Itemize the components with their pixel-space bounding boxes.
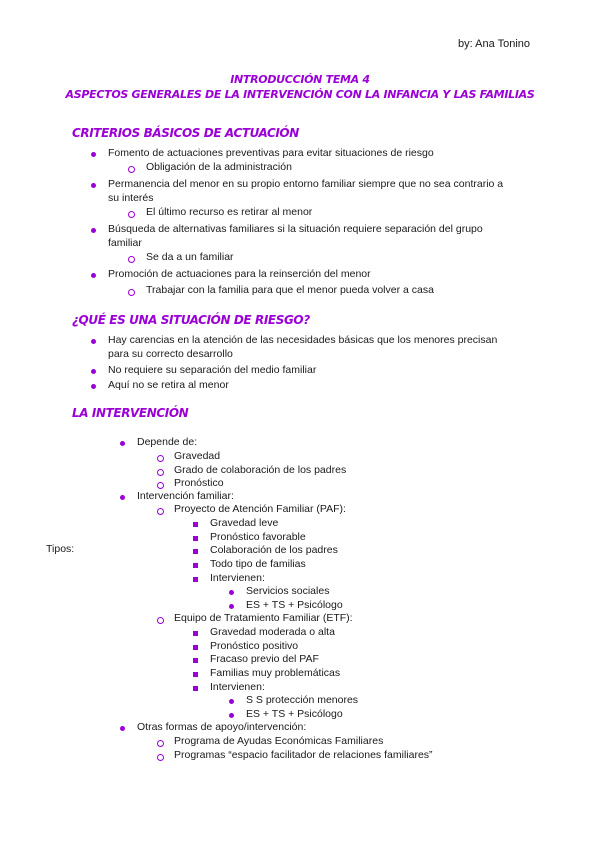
bullet-icon [91, 384, 96, 389]
list-item: Depende de: [137, 436, 198, 448]
sub-sub-list-item: Pronóstico favorable [210, 531, 306, 543]
square-bullet-icon [193, 631, 198, 636]
hollow-bullet-icon [157, 455, 164, 462]
list-item: No requiere su separación del medio familiar [108, 364, 317, 376]
bullet-icon [91, 228, 96, 233]
section-heading-intervencion: LA INTERVENCIÓN [72, 406, 189, 420]
sub-list-item: Se da a un familiar [146, 251, 234, 263]
sub-sub-list-item: Intervienen: [210, 572, 265, 584]
bullet-icon [91, 152, 96, 157]
deep-list-item: ES + TS + Psicólogo [246, 708, 343, 720]
deep-list-item: S S protección menores [246, 694, 359, 706]
square-bullet-icon [193, 672, 198, 677]
list-item: Promoción de actuaciones para la reinserción del menor [108, 268, 371, 280]
bullet-icon [120, 441, 125, 446]
list-item: Otras formas de apoyo/intervención: [137, 721, 307, 733]
hollow-bullet-icon [157, 754, 164, 761]
deep-list-item: Servicios sociales [246, 585, 330, 597]
sub-list-item: Programa de Ayudas Económicas Familiares [174, 735, 384, 747]
square-bullet-icon [193, 686, 198, 691]
list-item: Aquí no se retira al menor [108, 379, 229, 391]
list-item: Búsqueda de alternativas familiares si la situación requiere separación del grupo [108, 223, 483, 235]
list-item: Fomento de actuaciones preventivas para evitar situaciones de riesgo [108, 147, 434, 159]
list-item: Permanencia del menor en su propio entorno familiar siempre que no sea contrario a [108, 178, 504, 190]
square-bullet-icon [193, 522, 198, 527]
square-bullet-icon [193, 577, 198, 582]
section-heading-riesgo: ¿QUÉ ES UNA SITUACIÓN DE RIESGO? [72, 313, 310, 327]
hollow-bullet-icon [128, 211, 135, 218]
sub-list-item: Equipo de Tratamiento Familiar (ETF): [174, 612, 353, 624]
sub-list-item: Grado de colaboración de los padres [174, 464, 347, 476]
document-title [0, 72, 600, 102]
sub-list-item: Obligación de la administración [146, 161, 292, 173]
bullet-icon [91, 183, 96, 188]
sub-sub-list-item: Gravedad leve [210, 517, 279, 529]
author-credit: by: Ana Tonino [458, 38, 530, 50]
sub-sub-list-item: Gravedad moderada o alta [210, 626, 335, 638]
square-bullet-icon [193, 563, 198, 568]
section-heading-criterios: CRITERIOS BÁSICOS DE ACTUACIÓN [72, 126, 299, 140]
tipos-label: Tipos: [46, 543, 75, 555]
hollow-bullet-icon [128, 256, 135, 263]
list-item-continuation: para su correcto desarrollo [108, 348, 233, 360]
bullet-icon [120, 726, 125, 731]
hollow-bullet-icon [157, 740, 164, 747]
bullet-icon [229, 604, 234, 609]
title-line-2: ASPECTOS GENERALES DE LA INTERVENCIÓN CON LA INFANCIA Y LAS FAMILIAS [65, 88, 535, 101]
sub-sub-list-item: Todo tipo de familias [210, 558, 306, 570]
square-bullet-icon [193, 645, 198, 650]
sub-list-item: Trabajar con la familia para que el menor pueda volver a casa [146, 284, 434, 296]
sub-list-item: Programas “espacio facilitador de relaciones familiares” [174, 749, 433, 761]
sub-sub-list-item: Pronóstico positivo [210, 640, 299, 652]
bullet-icon [229, 699, 234, 704]
sub-list-item: Gravedad [174, 450, 221, 462]
square-bullet-icon [193, 549, 198, 554]
deep-list-item: ES + TS + Psicólogo [246, 599, 343, 611]
list-item-continuation: su interés [108, 192, 154, 204]
sub-sub-list-item: Fracaso previo del PAF [210, 653, 319, 665]
sub-list-item: Proyecto de Atención Familiar (PAF): [174, 503, 346, 515]
hollow-bullet-icon [157, 508, 164, 515]
sub-list-item: El último recurso es retirar al menor [146, 206, 313, 218]
square-bullet-icon [193, 658, 198, 663]
hollow-bullet-icon [128, 166, 135, 173]
bullet-icon [229, 713, 234, 718]
bullet-icon [120, 495, 125, 500]
sub-sub-list-item: Intervienen: [210, 681, 265, 693]
bullet-icon [229, 590, 234, 595]
sub-sub-list-item: Familias muy problemáticas [210, 667, 341, 679]
hollow-bullet-icon [128, 289, 135, 296]
sub-list-item: Pronóstico [174, 477, 224, 489]
sub-sub-list-item: Colaboración de los padres [210, 544, 338, 556]
bullet-icon [91, 369, 96, 374]
list-item: Intervención familiar: [137, 490, 234, 502]
hollow-bullet-icon [157, 469, 164, 476]
list-item: Hay carencias en la atención de las necesidades básicas que los menores precisan [108, 334, 498, 346]
bullet-icon [91, 273, 96, 278]
hollow-bullet-icon [157, 617, 164, 624]
square-bullet-icon [193, 536, 198, 541]
hollow-bullet-icon [157, 482, 164, 489]
list-item-continuation: familiar [108, 237, 142, 249]
title-line-1: INTRODUCCIÓN TEMA 4 [230, 73, 370, 86]
bullet-icon [91, 339, 96, 344]
